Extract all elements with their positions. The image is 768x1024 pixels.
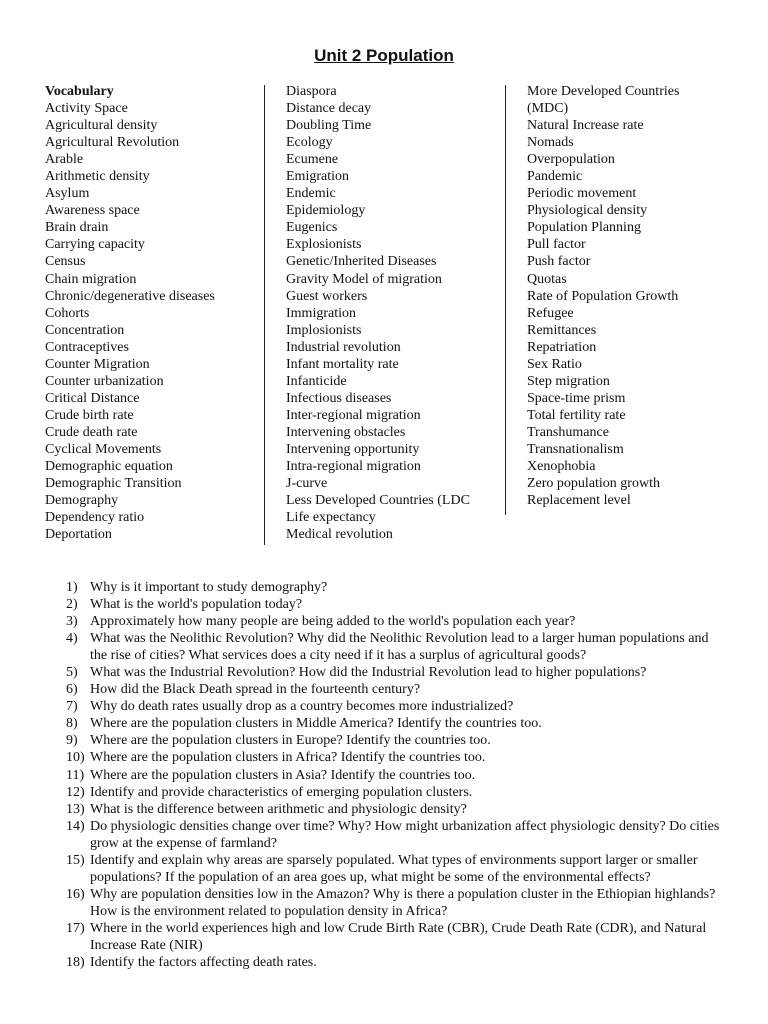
question-number: 9) <box>66 733 78 749</box>
question-number: 16) <box>66 886 85 902</box>
vocab-term: Contraceptives <box>45 339 129 355</box>
question-text: Identify and provide characteristics of emerging population clusters. <box>90 784 473 800</box>
vocab-term: (MDC) <box>527 101 569 117</box>
question-number: 1) <box>66 580 78 595</box>
question-list <box>66 579 726 971</box>
vocab-term: Population Planning <box>527 220 641 236</box>
column-divider <box>505 85 506 515</box>
vocab-term: Transhumance <box>527 424 609 440</box>
vocab-term: Crude birth rate <box>45 407 134 423</box>
vocab-column-2 <box>286 83 470 543</box>
vocab-term: Genetic/Inherited Diseases <box>286 254 437 270</box>
vocab-term: More Developed Countries <box>527 84 680 99</box>
vocab-term: Overpopulation <box>527 152 615 168</box>
question-text: Why is it important to study demography? <box>90 580 328 595</box>
question-text: Where are the population clusters in Asia? Identify the countries too. <box>90 767 476 783</box>
vocab-term: Periodic movement <box>527 186 637 202</box>
vocab-term: Natural Increase rate <box>527 118 644 134</box>
vocab-term: Cohorts <box>45 305 90 321</box>
question-text: Do physiologic densities change over time? Why? How might urbanization affect physiologic density? Do cities grow at the expense of farmland? <box>90 818 720 851</box>
question-number: 2) <box>66 597 78 613</box>
question-item <box>66 698 726 715</box>
question-item <box>66 920 726 954</box>
question-number: 13) <box>66 801 85 817</box>
question-item <box>66 852 726 886</box>
question-number: 5) <box>66 665 78 681</box>
question-number: 17) <box>66 920 85 936</box>
question-number: 14) <box>66 818 85 834</box>
vocab-term: Brain drain <box>45 220 109 236</box>
vocab-term: Quotas <box>527 271 567 287</box>
question-text: Where are the population clusters in Africa? Identify the countries too. <box>90 750 486 766</box>
vocab-term: Activity Space <box>45 101 128 117</box>
vocab-term: Diaspora <box>286 84 337 99</box>
question-number: 18) <box>66 955 85 971</box>
vocab-term: Gravity Model of migration <box>286 271 442 287</box>
vocab-term: Agricultural density <box>45 118 158 134</box>
vocab-term: Carrying capacity <box>45 237 145 253</box>
vocab-term: Crude death rate <box>45 424 138 440</box>
question-number: 7) <box>66 699 78 715</box>
question-text: What was the Neolithic Revolution? Why did the Neolithic Revolution lead to a larger human populations and the rise of cities? What services does a city need if it has a surplus of agricultural goods? <box>90 631 709 664</box>
question-text: What is the world's population today? <box>90 597 303 613</box>
question-text: Approximately how many people are being added to the world's population each year? <box>90 614 576 630</box>
vocab-term: Arable <box>45 152 84 168</box>
question-item <box>66 818 726 852</box>
vocab-term: Counter Migration <box>45 356 150 372</box>
vocab-term: Demography <box>45 493 119 509</box>
vocab-term: Census <box>45 254 86 270</box>
question-item <box>66 801 726 818</box>
vocab-term: Demographic Transition <box>45 476 182 492</box>
vocab-term: Rate of Population Growth <box>527 288 679 304</box>
question-item <box>66 596 726 613</box>
vocab-term: Intra-regional migration <box>286 459 421 475</box>
question-number: 6) <box>66 682 78 698</box>
vocab-column-3 <box>527 83 679 509</box>
vocab-term: Epidemiology <box>286 203 366 219</box>
vocab-term: Zero population growth <box>527 476 660 492</box>
question-item <box>66 664 726 681</box>
vocabulary-table <box>0 83 768 547</box>
vocab-term: J-curve <box>286 476 328 492</box>
vocab-term: Sex Ratio <box>527 356 582 372</box>
question-item <box>66 784 726 801</box>
vocab-term: Doubling Time <box>286 118 372 134</box>
vocab-term: Asylum <box>45 186 90 202</box>
vocab-term: Infectious diseases <box>286 390 392 406</box>
question-text: Where in the world experiences high and low Crude Birth Rate (CBR), Crude Death Rate (CDR), and Natural Increase Rate (NIR) <box>90 920 707 953</box>
question-number: 4) <box>66 631 78 647</box>
vocab-term: Deportation <box>45 527 112 543</box>
vocab-term: Immigration <box>286 305 356 321</box>
vocab-term: Explosionists <box>286 237 362 253</box>
question-number: 10) <box>66 750 85 766</box>
vocab-term: Pandemic <box>527 169 583 185</box>
question-text: Why are population densities low in the Amazon? Why is there a population cluster in the Ethiopian highlands? How is the environment related to population density in Africa? <box>90 886 716 919</box>
question-text: What was the Industrial Revolution? How did the Industrial Revolution lead to higher populations? <box>90 665 647 681</box>
question-item <box>66 749 726 766</box>
question-text: What is the difference between arithmetic and physiologic density? <box>90 801 467 817</box>
vocab-term: Inter-regional migration <box>286 407 421 423</box>
vocab-term: Dependency ratio <box>45 510 145 526</box>
vocab-term: Chain migration <box>45 271 137 287</box>
vocab-term: Agricultural Revolution <box>45 135 180 151</box>
question-item <box>66 630 726 664</box>
question-text: Why do death rates usually drop as a country becomes more industrialized? <box>90 699 514 715</box>
vocab-term: Intervening obstacles <box>286 424 406 440</box>
question-item <box>66 886 726 920</box>
question-item <box>66 715 726 732</box>
question-text: Identify and explain why areas are sparsely populated. What types of environments support larger or smaller populations? If the population of an area goes up, what might be some of the environmental effects? <box>90 852 698 885</box>
vocab-term: Repatriation <box>527 339 597 355</box>
question-text: Identify the factors affecting death rates. <box>90 955 317 971</box>
vocab-term: Cyclical Movements <box>45 441 162 457</box>
vocab-term: Refugee <box>527 305 574 321</box>
vocab-term: Life expectancy <box>286 510 376 526</box>
vocab-term: Remittances <box>527 322 597 338</box>
vocab-term: Chronic/degenerative diseases <box>45 288 215 304</box>
vocab-term: Infant mortality rate <box>286 356 399 372</box>
vocab-term: Endemic <box>286 186 336 202</box>
question-number: 12) <box>66 784 85 800</box>
vocab-term: Ecumene <box>286 152 339 168</box>
question-item <box>66 681 726 698</box>
vocab-term: Less Developed Countries (LDC <box>286 493 470 509</box>
vocab-term: Intervening opportunity <box>286 441 420 457</box>
vocab-term: Space-time prism <box>527 390 626 406</box>
vocab-term: Concentration <box>45 322 125 338</box>
vocab-term: Nomads <box>527 135 574 151</box>
column-divider <box>264 85 265 545</box>
question-number: 8) <box>66 716 78 732</box>
question-item <box>66 579 726 596</box>
question-number: 3) <box>66 614 78 630</box>
question-text: Where are the population clusters in Europe? Identify the countries too. <box>90 733 491 749</box>
vocab-term: Physiological density <box>527 203 648 219</box>
vocab-term: Arithmetic density <box>45 169 150 185</box>
vocab-term: Transnationalism <box>527 441 624 457</box>
question-item <box>66 732 726 749</box>
vocab-term: Distance decay <box>286 101 372 117</box>
vocab-term: Industrial revolution <box>286 339 401 355</box>
vocab-term: Implosionists <box>286 322 362 338</box>
vocab-term: Critical Distance <box>45 390 140 406</box>
question-text: Where are the population clusters in Middle America? Identify the countries too. <box>90 716 542 732</box>
vocab-term: Step migration <box>527 373 610 389</box>
vocab-term: Xenophobia <box>527 459 596 475</box>
question-text: How did the Black Death spread in the fourteenth century? <box>90 682 421 698</box>
question-item <box>66 613 726 630</box>
vocab-term: Guest workers <box>286 288 368 304</box>
question-item <box>66 767 726 784</box>
question-item <box>66 954 726 971</box>
vocab-term: Ecology <box>286 135 333 151</box>
vocab-term: Awareness space <box>45 203 140 219</box>
vocab-term: Eugenics <box>286 220 338 236</box>
vocab-term: Total fertility rate <box>527 407 626 423</box>
vocab-term: Pull factor <box>527 237 586 253</box>
vocab-term: Push factor <box>527 254 591 270</box>
vocab-term: Counter urbanization <box>45 373 164 389</box>
question-number: 15) <box>66 852 85 868</box>
vocab-term: Emigration <box>286 169 349 185</box>
vocab-term: Replacement level <box>527 493 631 509</box>
vocab-term: Medical revolution <box>286 527 393 543</box>
vocab-term: Infanticide <box>286 373 347 389</box>
vocab-term: Demographic equation <box>45 459 173 475</box>
vocabulary-heading: Vocabulary <box>45 84 114 99</box>
vocab-column-1 <box>45 83 215 543</box>
page-title: Unit 2 Population <box>314 46 454 65</box>
question-number: 11) <box>66 767 85 783</box>
